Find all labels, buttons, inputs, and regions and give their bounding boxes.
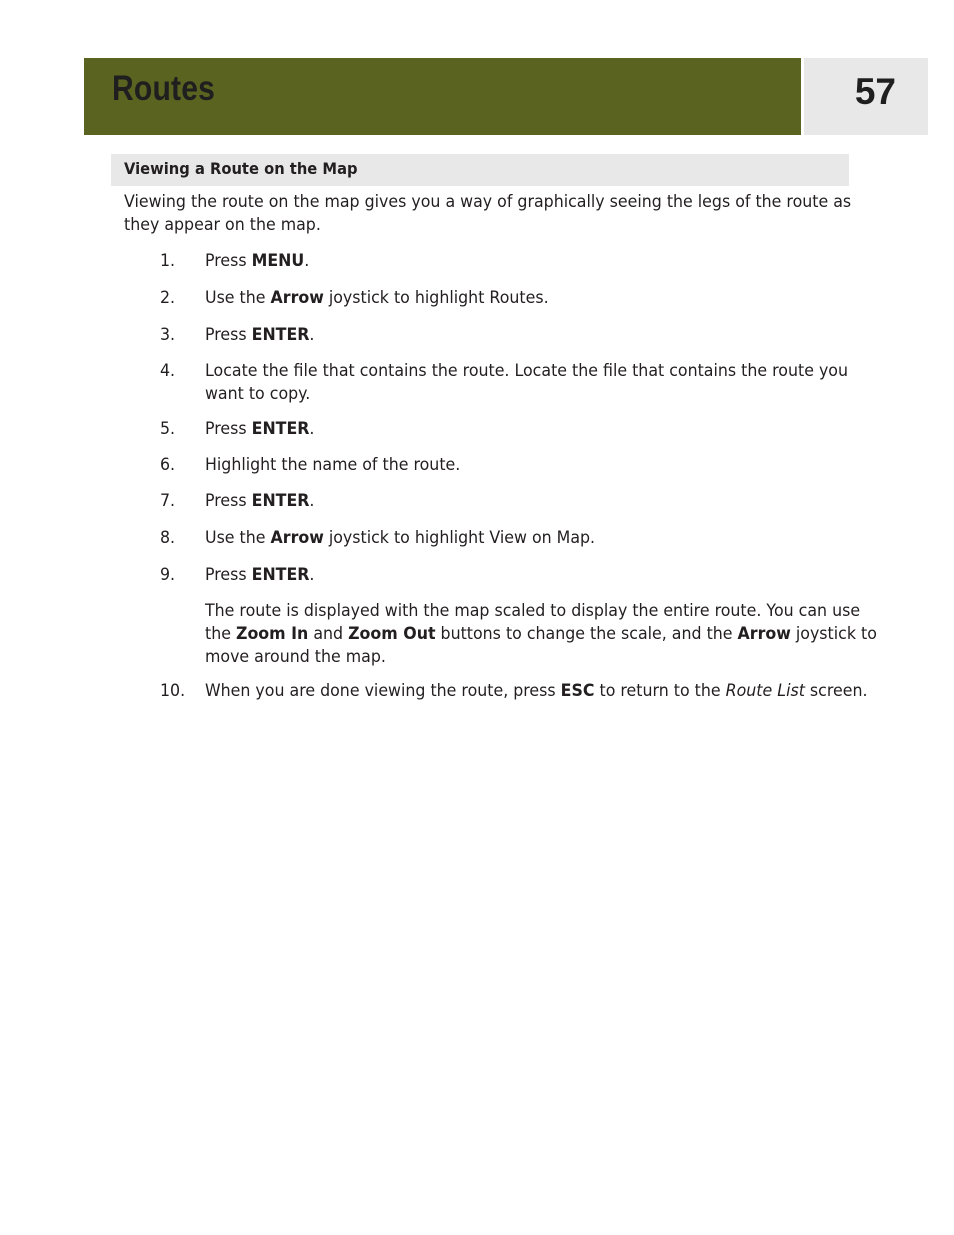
- intro-line: Viewing the route on the map gives you a way of graphically seeing the legs of the route as: [124, 192, 852, 212]
- step-text-plain: Press: [205, 565, 252, 585]
- step-key-term: ENTER: [251, 325, 310, 345]
- step-note-paragraph: [205, 600, 877, 669]
- step-text: [205, 418, 314, 441]
- step-text: [205, 564, 314, 587]
- step-number: 1.: [160, 251, 176, 271]
- step-text: [205, 527, 595, 550]
- step-number: 3.: [160, 325, 176, 345]
- step-number: 9.: [160, 565, 176, 585]
- step-text-plain: Press: [205, 419, 252, 439]
- step-text-line: Locate the file that contains the route. Locate the file that contains the route you: [205, 361, 848, 381]
- step-text: [205, 250, 309, 273]
- step-key-term: MENU: [251, 251, 305, 271]
- step-text-plain: Use the: [205, 528, 271, 548]
- step-text: [205, 680, 868, 703]
- step-key-term: Arrow: [270, 528, 324, 548]
- step-text-plain: .: [309, 419, 315, 439]
- step-key-term: ENTER: [251, 491, 310, 511]
- note-text-plain: joystick to: [790, 624, 877, 644]
- step-text-plain: .: [304, 251, 310, 271]
- step-key-term: ESC: [560, 681, 595, 701]
- step-text-plain: .: [309, 565, 315, 585]
- step-text: [205, 490, 314, 513]
- intro-paragraph: [124, 191, 851, 237]
- chapter-header: [84, 58, 801, 135]
- step-text-plain: Press: [205, 251, 252, 271]
- step-text: [205, 324, 314, 347]
- step-text-plain: Press: [205, 325, 252, 345]
- step-text-plain: Press: [205, 491, 252, 511]
- section-heading: [111, 154, 849, 186]
- step-number: 6.: [160, 455, 176, 475]
- note-line: The route is displayed with the map scaled to display the entire route. You can use: [205, 601, 861, 621]
- step-number: 4.: [160, 361, 176, 381]
- step-text: [205, 287, 549, 310]
- note-line: move around the map.: [205, 647, 386, 667]
- page-number: 57: [854, 71, 896, 112]
- note-text-plain: the: [205, 624, 236, 644]
- step-text-plain: .: [543, 288, 549, 308]
- step-menu-term: View on Map: [489, 528, 591, 548]
- step-number: 5.: [160, 419, 176, 439]
- step-text-plain: joystick to highlight: [323, 528, 490, 548]
- step-key-term: Arrow: [270, 288, 324, 308]
- step-text: [205, 360, 848, 406]
- note-key-term: Zoom Out: [348, 624, 436, 644]
- page-number-box: [804, 58, 928, 135]
- step-text-plain: Use the: [205, 288, 271, 308]
- step-key-term: ENTER: [251, 565, 310, 585]
- step-number: 10.: [160, 681, 186, 701]
- step-text-plain: .: [309, 491, 315, 511]
- step-text-plain: When you are done viewing the route, press: [205, 681, 561, 701]
- section-title: Viewing a Route on the Map: [124, 159, 358, 178]
- step-text-line: want to copy.: [205, 384, 311, 404]
- step-menu-term: Routes: [489, 288, 544, 308]
- note-key-term: Arrow: [737, 624, 791, 644]
- note-key-term: Zoom In: [235, 624, 309, 644]
- note-line: [205, 623, 877, 646]
- intro-line: they appear on the map.: [124, 215, 321, 235]
- step-screen-name: Route List: [725, 681, 805, 701]
- step-number: 7.: [160, 491, 176, 511]
- step-key-term: ENTER: [251, 419, 310, 439]
- note-text-plain: buttons to change the scale, and the: [435, 624, 738, 644]
- chapter-title: Routes: [112, 69, 216, 108]
- step-text-plain: screen.: [804, 681, 868, 701]
- step-number: 2.: [160, 288, 176, 308]
- step-text-plain: joystick to highlight: [323, 288, 490, 308]
- step-text: Highlight the name of the route.: [205, 455, 461, 475]
- step-text-plain: to return to the: [594, 681, 726, 701]
- step-text-plain: .: [309, 325, 315, 345]
- note-text-plain: and: [308, 624, 349, 644]
- step-number: 8.: [160, 528, 176, 548]
- step-text-plain: .: [590, 528, 596, 548]
